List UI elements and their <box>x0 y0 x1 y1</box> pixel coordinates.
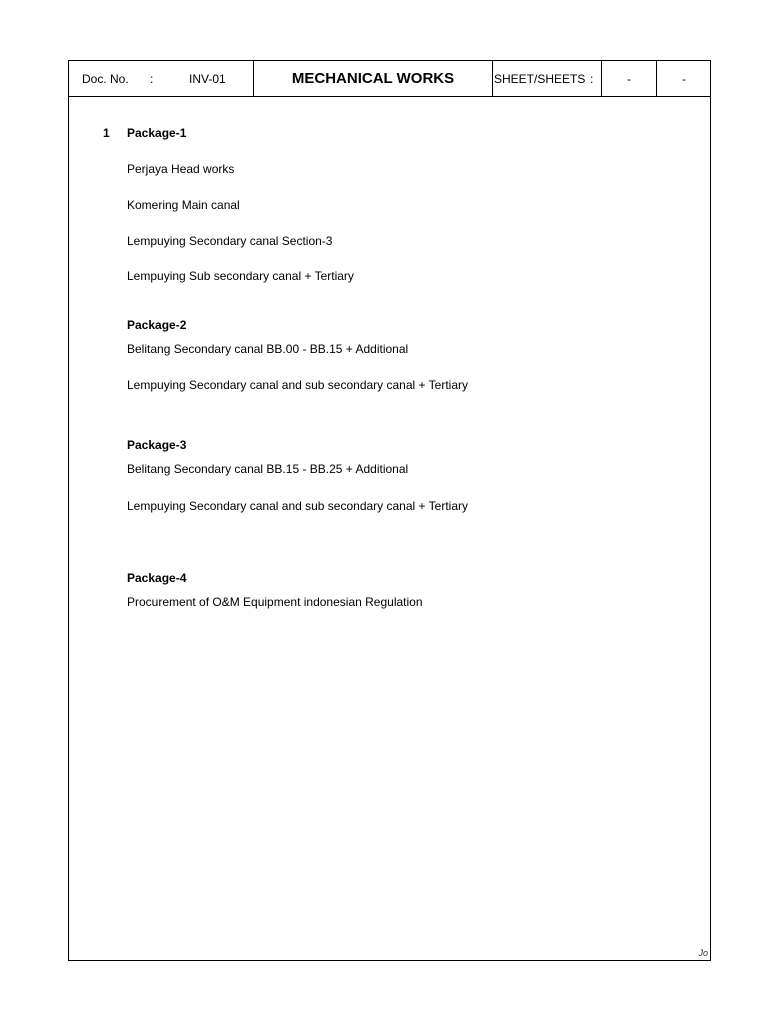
header-divider <box>492 61 493 96</box>
package-title: Package-1 <box>127 126 187 140</box>
package-item: Lempuying Secondary canal Section-3 <box>127 234 333 248</box>
package-title: Package-3 <box>127 438 187 452</box>
document-header <box>69 61 710 97</box>
document-frame <box>68 60 711 961</box>
package-item: Belitang Secondary canal BB.00 - BB.15 + Additional <box>127 342 409 356</box>
package-item: Lempuying Secondary canal and sub secondary canal + Tertiary <box>127 378 468 392</box>
package-item: Procurement of O&M Equipment indonesian Regulation <box>127 595 423 609</box>
sheet-number: - <box>627 71 631 86</box>
package-title: Package-2 <box>127 318 187 332</box>
sheets-separator: : <box>590 71 594 86</box>
doc-no-separator: : <box>150 71 154 86</box>
doc-no-value: INV-01 <box>189 71 226 86</box>
package-item: Lempuying Secondary canal and sub secondary canal + Tertiary <box>127 499 468 513</box>
document-title: MECHANICAL WORKS <box>291 70 455 87</box>
package-title: Package-4 <box>127 571 187 585</box>
package-item: Perjaya Head works <box>127 162 235 176</box>
package-item: Belitang Secondary canal BB.15 - BB.25 + Additional <box>127 462 409 476</box>
initials-mark: Jo <box>698 948 708 958</box>
doc-no-label: Doc. No. <box>82 71 129 86</box>
package-item: Lempuying Sub secondary canal + Tertiary <box>127 269 354 283</box>
sheet-total: - <box>682 71 686 86</box>
sheets-label: SHEET/SHEETS <box>494 71 586 86</box>
section-number: 1 <box>103 126 110 140</box>
package-item: Komering Main canal <box>127 198 240 212</box>
